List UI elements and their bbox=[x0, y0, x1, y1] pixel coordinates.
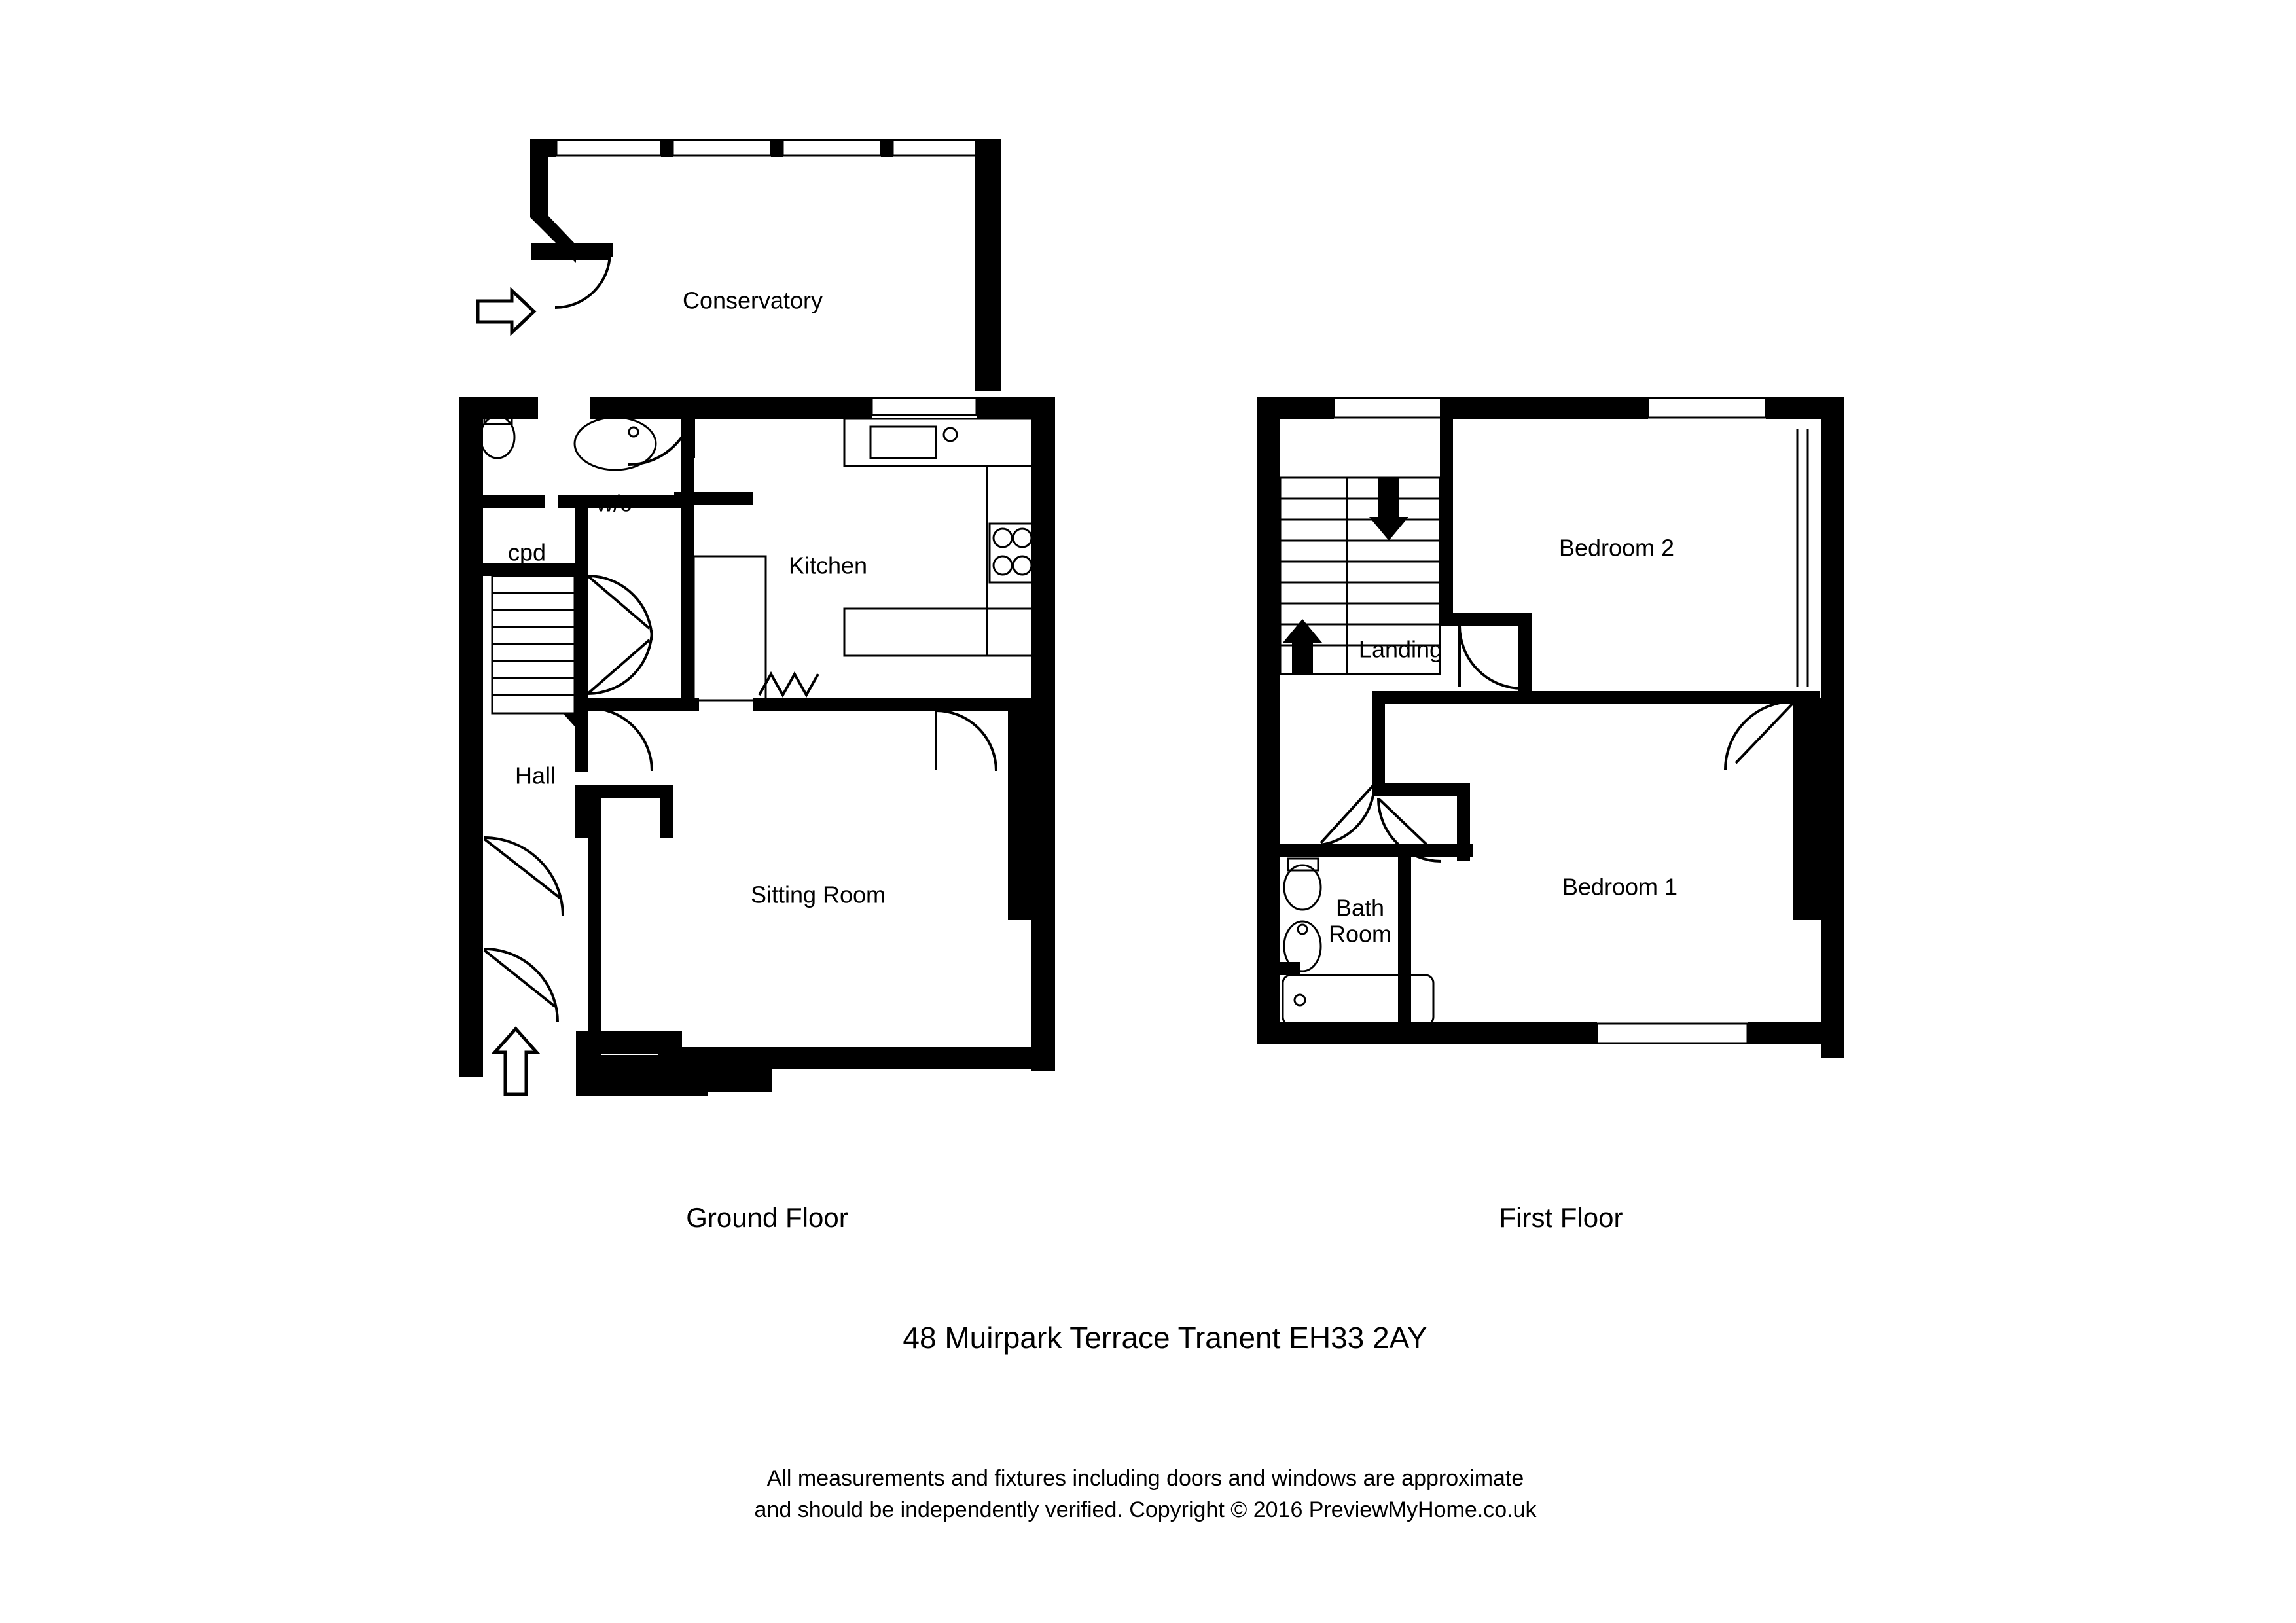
ground-floor-walls bbox=[459, 397, 1055, 1096]
disclaimer-line-1: All measurements and fixtures including doors and windows are approximate bbox=[766, 1466, 1524, 1491]
first-floor-plan bbox=[1257, 397, 1844, 1058]
room-label-conservatory: Conservatory bbox=[682, 287, 823, 314]
room-label-kitchen: Kitchen bbox=[788, 552, 868, 579]
property-address-title: 48 Muirpark Terrace Tranent EH33 2AY bbox=[903, 1321, 1427, 1355]
entry-arrow-conservatory bbox=[478, 291, 534, 332]
first-floor-walls bbox=[1257, 397, 1844, 1058]
room-label-hall: Hall bbox=[514, 762, 556, 789]
ground-floor-internal-walls bbox=[459, 397, 1034, 1073]
ground-floor-room-labels bbox=[508, 287, 886, 908]
room-label-bedroom-1: Bedroom 1 bbox=[1562, 873, 1678, 901]
entry-arrow-front-door bbox=[495, 1029, 537, 1094]
floor-caption-first: First Floor bbox=[1499, 1202, 1623, 1233]
room-label-cpd: cpd bbox=[507, 539, 547, 566]
floor-caption-ground: Ground Floor bbox=[686, 1202, 848, 1233]
room-label-landing: Landing bbox=[1358, 635, 1443, 663]
room-label-bedroom-2: Bedroom 2 bbox=[1558, 534, 1675, 562]
stairs-up-arrow bbox=[1283, 619, 1322, 674]
wc-fittings bbox=[480, 414, 656, 470]
conservatory-structure bbox=[530, 139, 1001, 391]
room-label-bath: Bath bbox=[1335, 894, 1385, 921]
room-label-wc: w/c bbox=[596, 490, 632, 517]
ground-floor-plan bbox=[459, 139, 1055, 1096]
disclaimer-line-2: and should be independently verified. Copyright © 2016 PreviewMyHome.co.uk bbox=[754, 1497, 1537, 1522]
room-label-room: Room bbox=[1328, 920, 1392, 948]
room-label-sitting-room: Sitting Room bbox=[750, 881, 886, 908]
ground-floor-staircase bbox=[492, 576, 575, 726]
stairs-down-arrow bbox=[1369, 478, 1408, 541]
